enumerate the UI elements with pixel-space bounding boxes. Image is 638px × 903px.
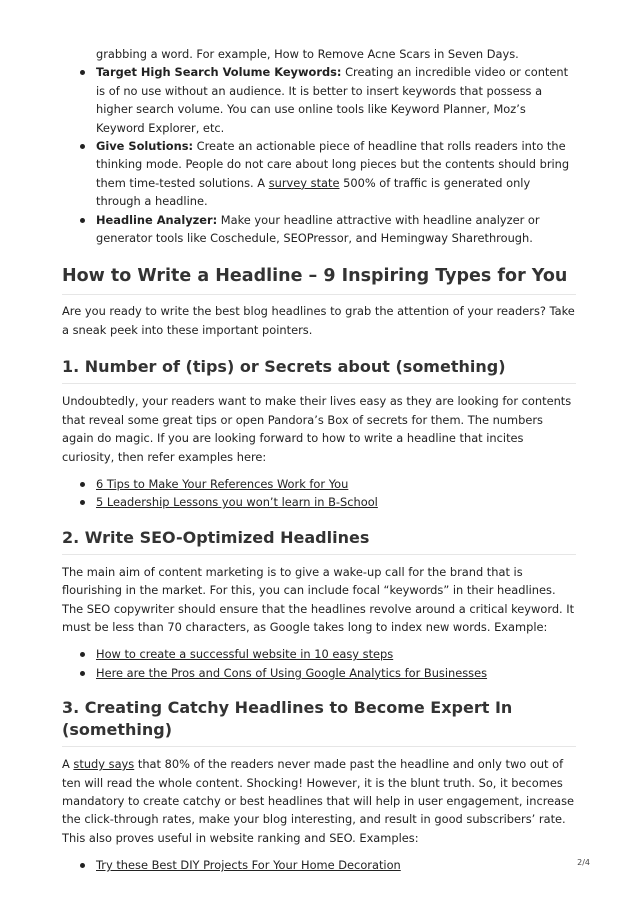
- section-3-links: [62, 856, 576, 874]
- section-1-body: Undoubtedly, your readers want to make their lives easy as they are looking for contents that reveal some great tips or open Pandora’s Box of secrets for them. The numbers again do magic. If you are looking forward to how to write a headline that incites curiosity, then refer examples here:: [62, 394, 572, 464]
- study-says-link[interactable]: study says: [73, 757, 135, 772]
- list-item: [96, 645, 576, 663]
- survey-state-link[interactable]: survey state: [268, 175, 340, 190]
- top-bullet-list: [62, 45, 576, 247]
- list-item: [96, 475, 576, 493]
- list-item-continuation: [96, 45, 576, 63]
- section-2-body: The main aim of content marketing is to give a wake-up call for the brand that is flourishing in the market. For this, you can include focal “keywords” in their headlines. The SEO copywriter should ensure that the headlines revolve around a critical keyword. It must be less than 70 characters, as Google takes long to index new words. Example:: [62, 564, 575, 634]
- leadership-lessons-link[interactable]: 5 Leadership Lessons you won’t learn in B-School: [96, 495, 378, 510]
- list-item-solutions: [96, 137, 576, 211]
- list-item: [96, 856, 576, 874]
- tips-references-link[interactable]: 6 Tips to Make Your References Work for You: [96, 476, 349, 491]
- successful-website-link[interactable]: How to create a successful website in 10 easy steps: [96, 647, 394, 662]
- list-item: [96, 664, 576, 682]
- term-solutions: Give Solutions:: [96, 139, 194, 154]
- section-3-body: [62, 755, 576, 847]
- list-item: [96, 493, 576, 511]
- section-1-links: [62, 475, 576, 512]
- continuation-text: grabbing a word. For example, How to Remove Acne Scars in Seven Days.: [96, 47, 519, 61]
- section-3-body-after: that 80% of the readers never made past the headline and only two out of ten will read the whole content. Shocking! However, it is the blunt truth. So, it becomes mandatory to create catchy or best headlines that will help in user engagement, increase the click-through rates, make your blog interesting, and result in good subscribers’ rate. This also proves useful in website ranking and SEO. Examples:: [62, 757, 575, 845]
- list-item-analyzer: [96, 211, 576, 248]
- solutions-text-after: 500% of traffic is generated only through a headline.: [96, 175, 531, 209]
- term-keywords: Target High Search Volume Keywords:: [96, 65, 342, 80]
- document-page: [62, 36, 576, 875]
- analyzer-text: Make your headline attractive with headline analyzer or generator tools like Coschedule, SEOPressor, and Hemingway Sharethrough.: [96, 212, 540, 246]
- solutions-text-before: Create an actionable piece of headline that rolls readers into the thinking mode. People do not care about long pieces but the contents should bring them time-tested solutions. A: [96, 139, 570, 190]
- term-analyzer: Headline Analyzer:: [96, 212, 218, 227]
- intro-paragraph: Are you ready to write the best blog headlines to grab the attention of your readers? Take a sneak peek into these important pointers.: [62, 304, 575, 337]
- page-number: 2/4: [577, 858, 590, 867]
- section-3-heading: 3. Creating Catchy Headlines to Become Expert In (something): [62, 697, 576, 747]
- section-1-heading: 1. Number of (tips) or Secrets about (something): [62, 356, 576, 384]
- diy-projects-link[interactable]: Try these Best DIY Projects For Your Home Decoration: [96, 858, 401, 873]
- section-3-body-before: A: [62, 757, 74, 772]
- section-2-heading: 2. Write SEO-Optimized Headlines: [62, 527, 576, 555]
- keywords-text: Creating an incredible video or content is of no use without an audience. It is better to insert keywords that possess a higher search volume. You can use online tools like Keyword Planner, Moz’s Keyword Explorer, etc.: [96, 65, 569, 135]
- section-2-links: [62, 645, 576, 682]
- list-item-keywords: [96, 63, 576, 137]
- main-heading: How to Write a Headline – 9 Inspiring Types for You: [62, 264, 576, 295]
- google-analytics-link[interactable]: Here are the Pros and Cons of Using Google Analytics for Businesses: [96, 665, 488, 680]
